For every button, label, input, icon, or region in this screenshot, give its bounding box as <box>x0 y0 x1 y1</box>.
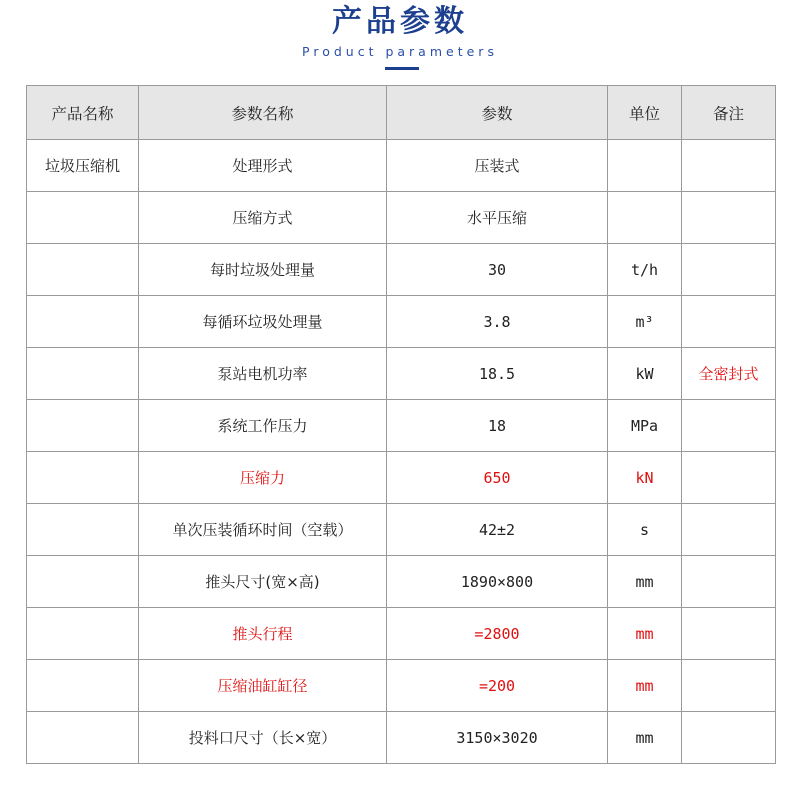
table-row <box>27 348 776 400</box>
table-row <box>27 140 776 192</box>
param-name-cell: 系统工作压力 <box>139 400 387 452</box>
product-name-cell: 垃圾压缩机 <box>27 140 139 192</box>
param-name-cell: 推头行程 <box>139 608 387 660</box>
product-name-cell <box>27 192 139 244</box>
param-value-cell: 3150×3020 <box>387 712 608 764</box>
column-header-product: 产品名称 <box>27 86 139 140</box>
page-header <box>0 0 800 86</box>
unit-cell: mm <box>608 660 682 712</box>
table-row <box>27 504 776 556</box>
param-name-cell: 泵站电机功率 <box>139 348 387 400</box>
product-name-cell <box>27 712 139 764</box>
product-name-cell <box>27 504 139 556</box>
param-value-cell: 18.5 <box>387 348 608 400</box>
param-value-cell: =2800 <box>387 608 608 660</box>
table-row <box>27 400 776 452</box>
param-value-cell: 42±2 <box>387 504 608 556</box>
table-body <box>27 140 776 764</box>
product-name-cell <box>27 660 139 712</box>
product-name-cell <box>27 400 139 452</box>
param-value-cell: 1890×800 <box>387 556 608 608</box>
param-name-cell: 压缩方式 <box>139 192 387 244</box>
unit-cell: s <box>608 504 682 556</box>
param-name-cell: 每循环垃圾处理量 <box>139 296 387 348</box>
unit-cell: kN <box>608 452 682 504</box>
table-row <box>27 244 776 296</box>
column-header-unit: 单位 <box>608 86 682 140</box>
unit-cell: mm <box>608 556 682 608</box>
unit-cell: kW <box>608 348 682 400</box>
param-value-cell: 压装式 <box>387 140 608 192</box>
product-name-cell <box>27 244 139 296</box>
param-name-cell: 压缩力 <box>139 452 387 504</box>
product-name-cell <box>27 452 139 504</box>
param-value-cell: =200 <box>387 660 608 712</box>
unit-cell: mm <box>608 712 682 764</box>
table-header-row <box>27 86 776 140</box>
param-value-cell: 18 <box>387 400 608 452</box>
table-row <box>27 660 776 712</box>
note-cell <box>682 452 776 504</box>
note-cell <box>682 556 776 608</box>
unit-cell: MPa <box>608 400 682 452</box>
param-value-cell: 3.8 <box>387 296 608 348</box>
product-name-cell <box>27 556 139 608</box>
param-name-cell: 投料口尺寸（长×宽） <box>139 712 387 764</box>
unit-cell: t/h <box>608 244 682 296</box>
column-header-value: 参数 <box>387 86 608 140</box>
page-subtitle: Product parameters <box>302 44 498 59</box>
param-name-cell: 处理形式 <box>139 140 387 192</box>
unit-cell: mm <box>608 608 682 660</box>
table-row <box>27 452 776 504</box>
table-row <box>27 556 776 608</box>
parameters-table <box>26 85 776 764</box>
unit-cell: m³ <box>608 296 682 348</box>
param-name-cell: 每时垃圾处理量 <box>139 244 387 296</box>
note-cell <box>682 400 776 452</box>
table-row <box>27 192 776 244</box>
column-header-param-name: 参数名称 <box>139 86 387 140</box>
param-value-cell: 650 <box>387 452 608 504</box>
note-cell <box>682 660 776 712</box>
table-row <box>27 712 776 764</box>
column-header-note: 备注 <box>682 86 776 140</box>
param-value-cell: 水平压缩 <box>387 192 608 244</box>
param-name-cell: 单次压装循环时间（空载） <box>139 504 387 556</box>
product-name-cell <box>27 348 139 400</box>
note-cell <box>682 712 776 764</box>
note-cell <box>682 504 776 556</box>
note-cell <box>682 192 776 244</box>
product-name-cell <box>27 608 139 660</box>
param-value-cell: 30 <box>387 244 608 296</box>
unit-cell <box>608 140 682 192</box>
table-row <box>27 296 776 348</box>
table-row <box>27 608 776 660</box>
param-name-cell: 压缩油缸缸径 <box>139 660 387 712</box>
title-underline <box>385 67 419 70</box>
note-cell: 全密封式 <box>682 348 776 400</box>
note-cell <box>682 296 776 348</box>
product-name-cell <box>27 296 139 348</box>
unit-cell <box>608 192 682 244</box>
note-cell <box>682 244 776 296</box>
note-cell <box>682 140 776 192</box>
param-name-cell: 推头尺寸(宽×高) <box>139 556 387 608</box>
page-title: 产品参数 <box>332 4 468 39</box>
note-cell <box>682 608 776 660</box>
